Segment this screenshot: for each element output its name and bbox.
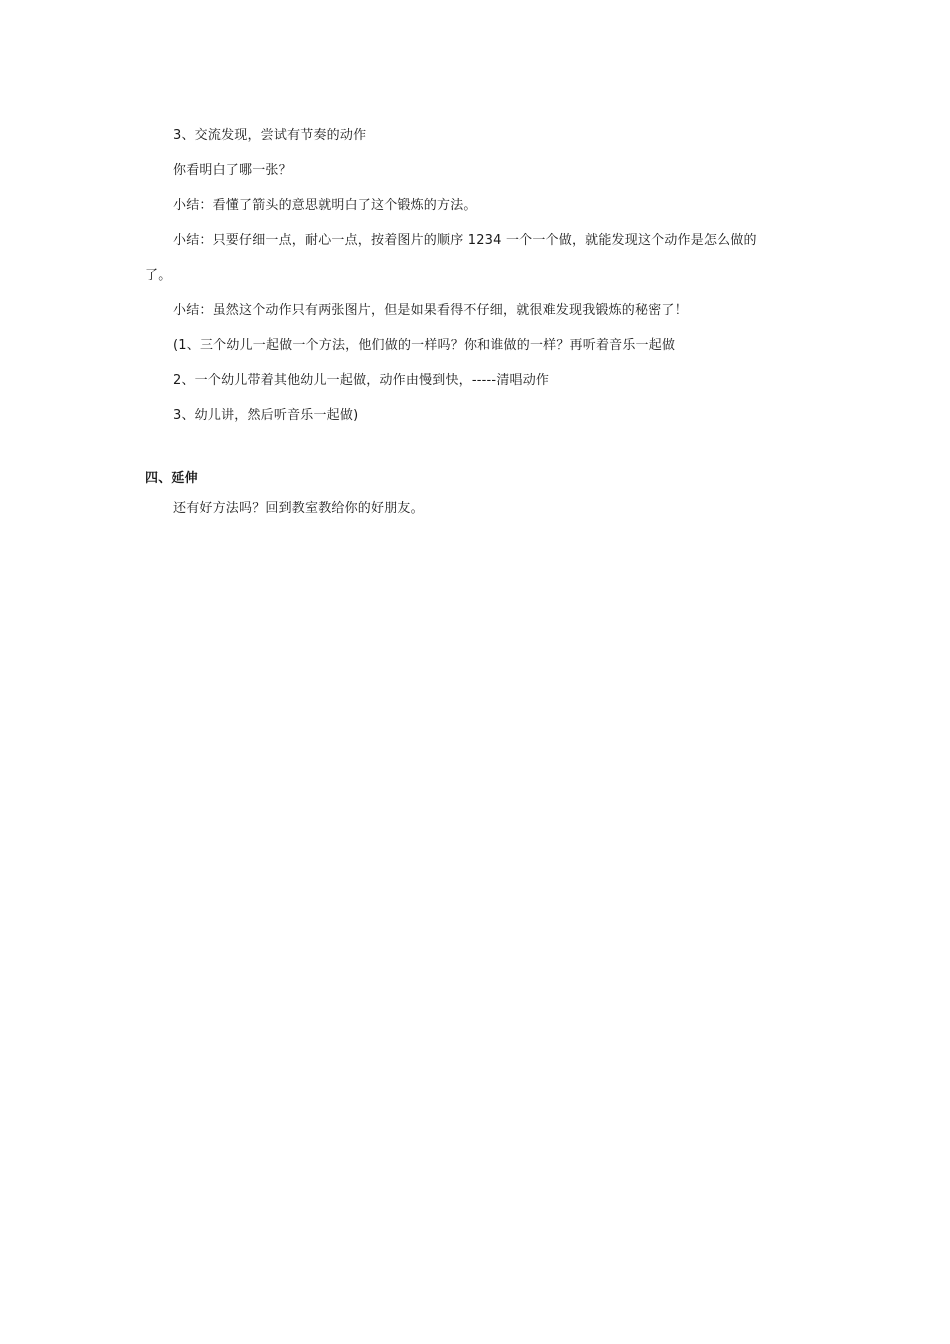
paragraph-summary-3: 小结：虽然这个动作只有两张图片，但是如果看得不仔细，就很难发现我锻炼的秘密了！ — [173, 303, 688, 318]
paragraph-summary-2: 小结：只要仔细一点，耐心一点，按着图片的顺序 1234 一个一个做，就能发现这个动作是怎么做的 — [173, 233, 757, 248]
paragraph-step-3: 3、交流发现，尝试有节奏的动作 — [173, 128, 367, 143]
paragraph-summary-2-continued: 了。 — [145, 268, 172, 283]
paragraph-summary-1: 小结：看懂了箭头的意思就明白了这个锻炼的方法。 — [173, 198, 477, 213]
list-item-1: (1、三个幼儿一起做一个方法，他们做的一样吗？你和谁做的一样？再听着音乐一起做 — [173, 338, 676, 353]
list-item-2: 2、一个幼儿带着其他幼儿一起做，动作由慢到快，-----清唱动作 — [173, 373, 550, 388]
paragraph-question: 你看明白了哪一张？ — [173, 163, 292, 178]
list-item-3: 3、幼儿讲，然后听音乐一起做) — [173, 408, 359, 423]
closing-paragraph: 还有好方法吗？回到教室教给你的好朋友。 — [173, 501, 424, 516]
section-heading: 四、延伸 — [145, 471, 198, 486]
